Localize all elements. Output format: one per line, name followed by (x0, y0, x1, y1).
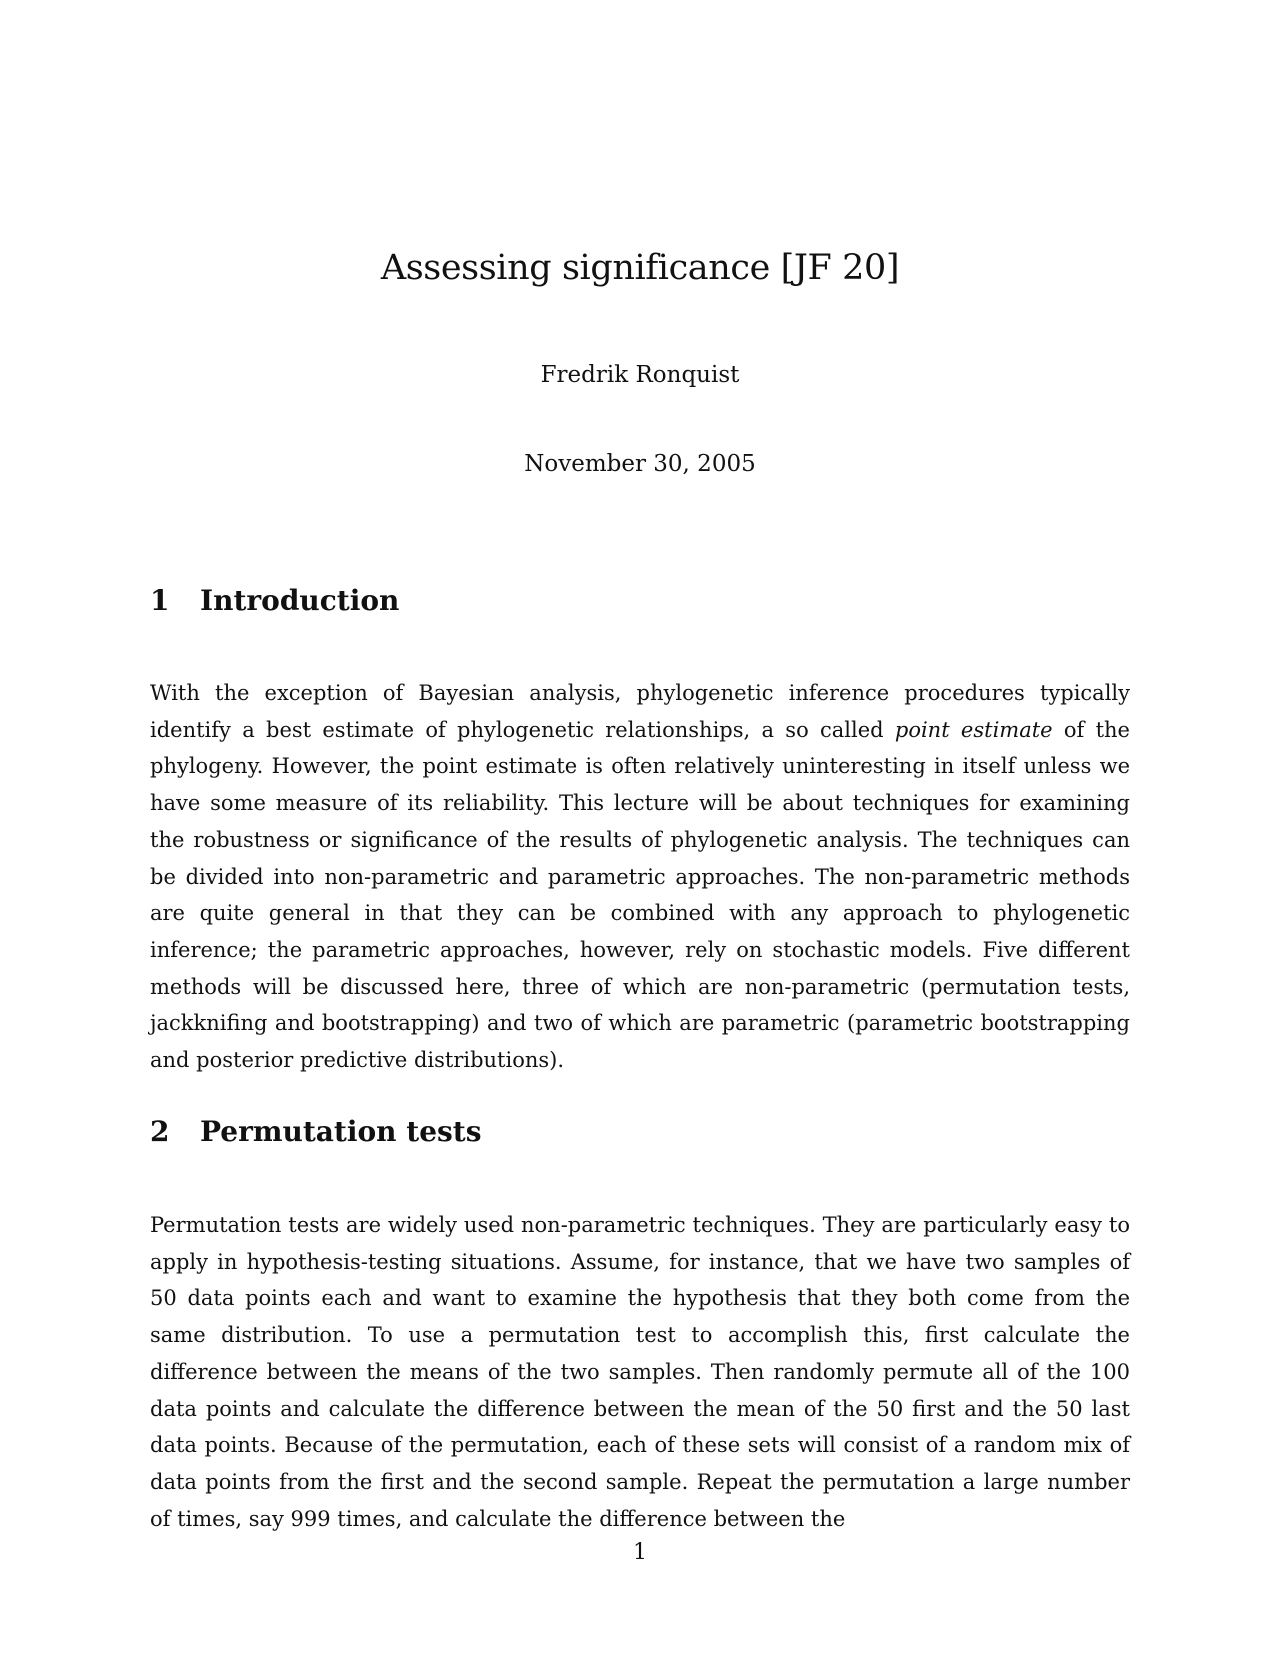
section-number: 1 (150, 584, 170, 617)
section-title: Permutation tests (200, 1115, 482, 1148)
point-estimate-emphasis: point estimate (894, 717, 1053, 742)
introduction-text-part-2: of the phylogeny. However, the point estimate is often relatively uninteresting in itself unless we have some measure of its reliability. This lecture will be about techniques for examining the robustness or significance of the results of phylogenetic analysis. The techniques can be divided into non-parametric and parametric approaches. The non-parametric methods are quite general in that they can be combined with any approach to phylogenetic inference; the parametric approaches, however, rely on stochastic models. Five different methods will be discussed here, three of which are non-parametric (permutation tests, jackknifing and bootstrapping) and two of which are parametric (parametric bootstrapping and posterior predictive distributions). (150, 717, 1130, 1073)
permutation-tests-paragraph: Permutation tests are widely used non-parametric techniques. They are particularly easy to apply in hypothesis-testing situations. Assume, for instance, that we have two samples of 50 data points each and want to examine the hypothesis that they both come from the same distribution. To use a permutation test to accomplish this, first calculate the difference between the means of the two samples. Then randomly permute all of the 100 data points and calculate the difference between the mean of the 50 first and the 50 last data points. Because of the permutation, each of these sets will consist of a random mix of data points from the first and the second sample. Repeat the permutation a large number of times, say 999 times, and calculate the difference between the (150, 1213, 1130, 1531)
section-heading-introduction (150, 584, 399, 617)
introduction-paragraph (150, 675, 1130, 1079)
author-name: Fredrik Ronquist (540, 362, 740, 388)
document-title: Assessing significance [JF 20] (380, 248, 900, 288)
document-date: November 30, 2005 (524, 451, 756, 477)
introduction-text-part-1: With the exception of Bayesian analysis, phylogenetic inference procedures typically identify a best estimate of phylogenetic relationships, a so called (150, 681, 1130, 742)
page-number: 1 (633, 1540, 647, 1565)
section-number: 2 (150, 1115, 170, 1148)
section-heading-permutation-tests (150, 1115, 482, 1148)
section-title: Introduction (200, 584, 400, 617)
